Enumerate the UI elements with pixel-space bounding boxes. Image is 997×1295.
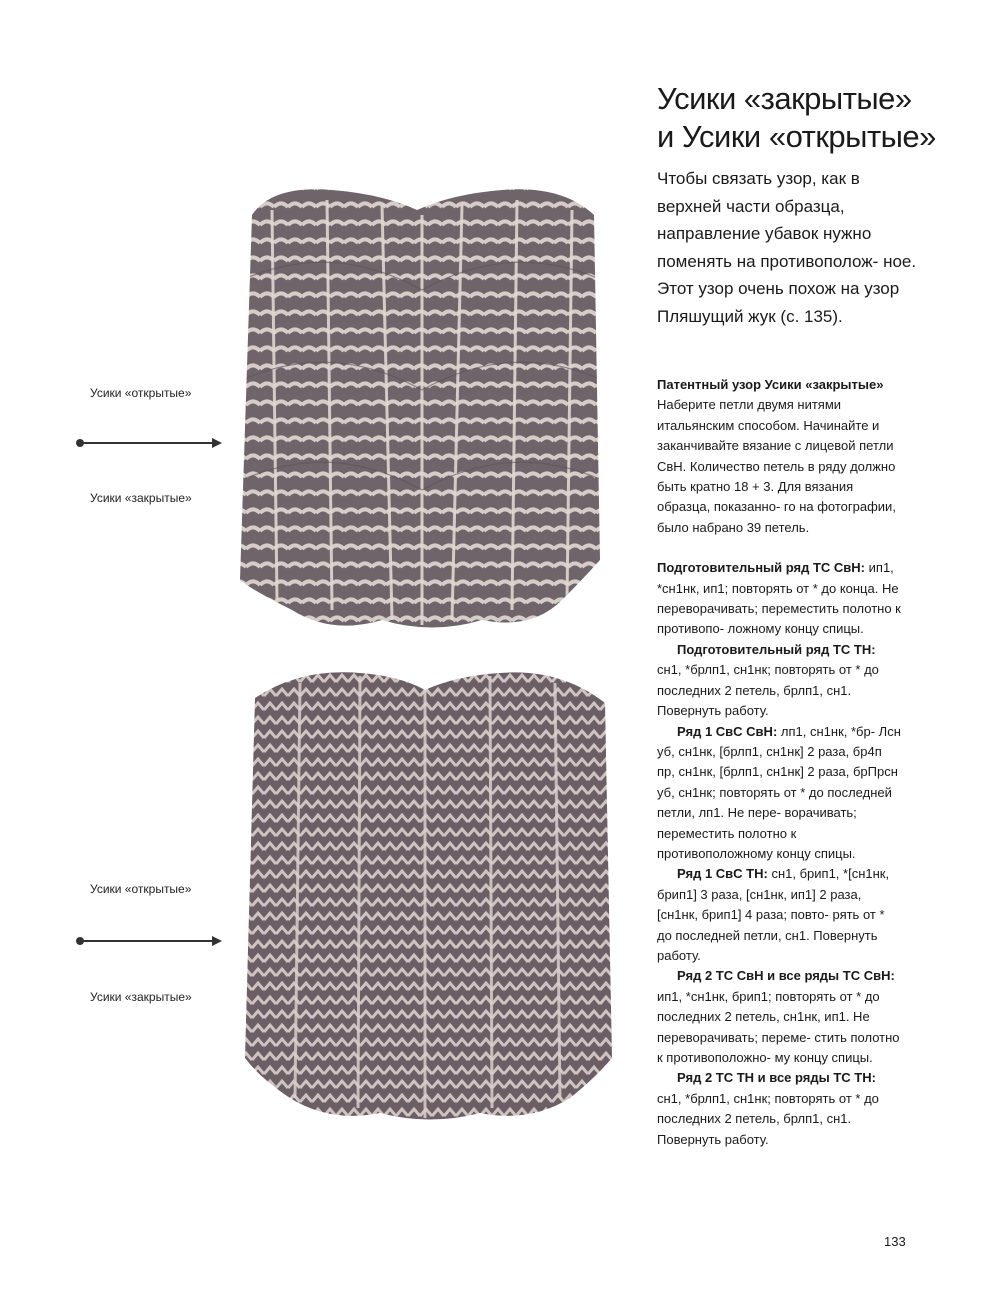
title-line-1: Усики «закрытые» <box>657 81 912 116</box>
prep-row-2-title: Подготовительный ряд ТС ТН: <box>677 641 876 657</box>
row-1b-title: Ряд 1 СвС ТН: <box>677 866 768 882</box>
swatch-photo-bottom <box>240 658 616 1128</box>
label-top-open: Усики «открытые» <box>90 386 192 400</box>
prep-row-1-title: Подготовительный ряд ТС СвН: <box>657 560 866 576</box>
row-2a-title: Ряд 2 ТС СвН и все ряды ТС СвН: <box>677 968 895 984</box>
cast-on-text: Наберите петли двумя нитями итальянским способом. Начинайте и заканчивайте вязание с лицевой петли СвН. Количество петель в ряду должно быть кратно 18 + 3. Для вязания образца, показанно- го на фотографии, было набрано 39 петель. <box>657 397 896 535</box>
row-1a-text: лп1, сн1нк, *бр- Лсн уб, сн1нк, [брлп1, сн1нк] 2 раза, бр4п пр, сн1нк, [брлп1, сн1нк] 2 раза, брПрсн уб, сн1нк; повторять от * до последней петли, лп1. Не пере- ворачивать; переместить полотно к противоположному концу спицы. <box>657 723 901 861</box>
prep-row-1-text: ип1, *сн1нк, ип1; повторять от * до конца. Не переворачивать; переместить полотно к противопо- ложному концу спицы. <box>657 560 901 637</box>
page-number: 133 <box>884 1234 906 1249</box>
label-bottom-closed: Усики «закрытые» <box>90 990 192 1004</box>
row-1b-text: сн1, брип1, *[сн1нк, брип1] 3 раза, [сн1нк, ип1] 2 раза, [сн1нк, брип1] 4 раза; повто- рять от * до последней петли, сн1. Повернуть работу. <box>657 866 890 963</box>
row-2a-text: ип1, *сн1нк, брип1; повторять от * до последних 2 петель, сн1нк, ип1. Не переворачивать; переме- стить полотно к противоположно- му концу спицы. <box>657 988 900 1065</box>
row-2b-text: сн1, *брлп1, сн1нк; повторять от * до последних 2 петель, брлп1, сн1. Повернуть работу. <box>657 1090 879 1147</box>
arrow-top <box>76 438 222 448</box>
swatch-photo-top <box>232 180 612 640</box>
arrow-bottom <box>76 936 222 946</box>
title-line-2: и Усики «открытые» <box>657 119 936 154</box>
row-1a-title: Ряд 1 СвС СвН: <box>677 723 778 739</box>
label-bottom-open: Усики «открытые» <box>90 882 192 896</box>
prep-row-2-text: сн1, *брлп1, сн1нк; повторять от * до последних 2 петель, брлп1, сн1. Повернуть работу. <box>657 662 879 719</box>
label-top-closed: Усики «закрытые» <box>90 491 192 505</box>
intro-paragraph: Чтобы связать узор, как в верхней части образца, направление убавок нужно поменять на противополож- ное. Этот узор очень похож на узор Пляшущий жук (с. 135). <box>657 169 917 326</box>
instructions <box>657 375 902 1150</box>
pattern-heading: Патентный узор Усики «закрытые» <box>657 377 884 392</box>
page-title <box>657 80 957 156</box>
row-2b-title: Ряд 2 ТС ТН и все ряды ТС ТН: <box>677 1070 876 1086</box>
